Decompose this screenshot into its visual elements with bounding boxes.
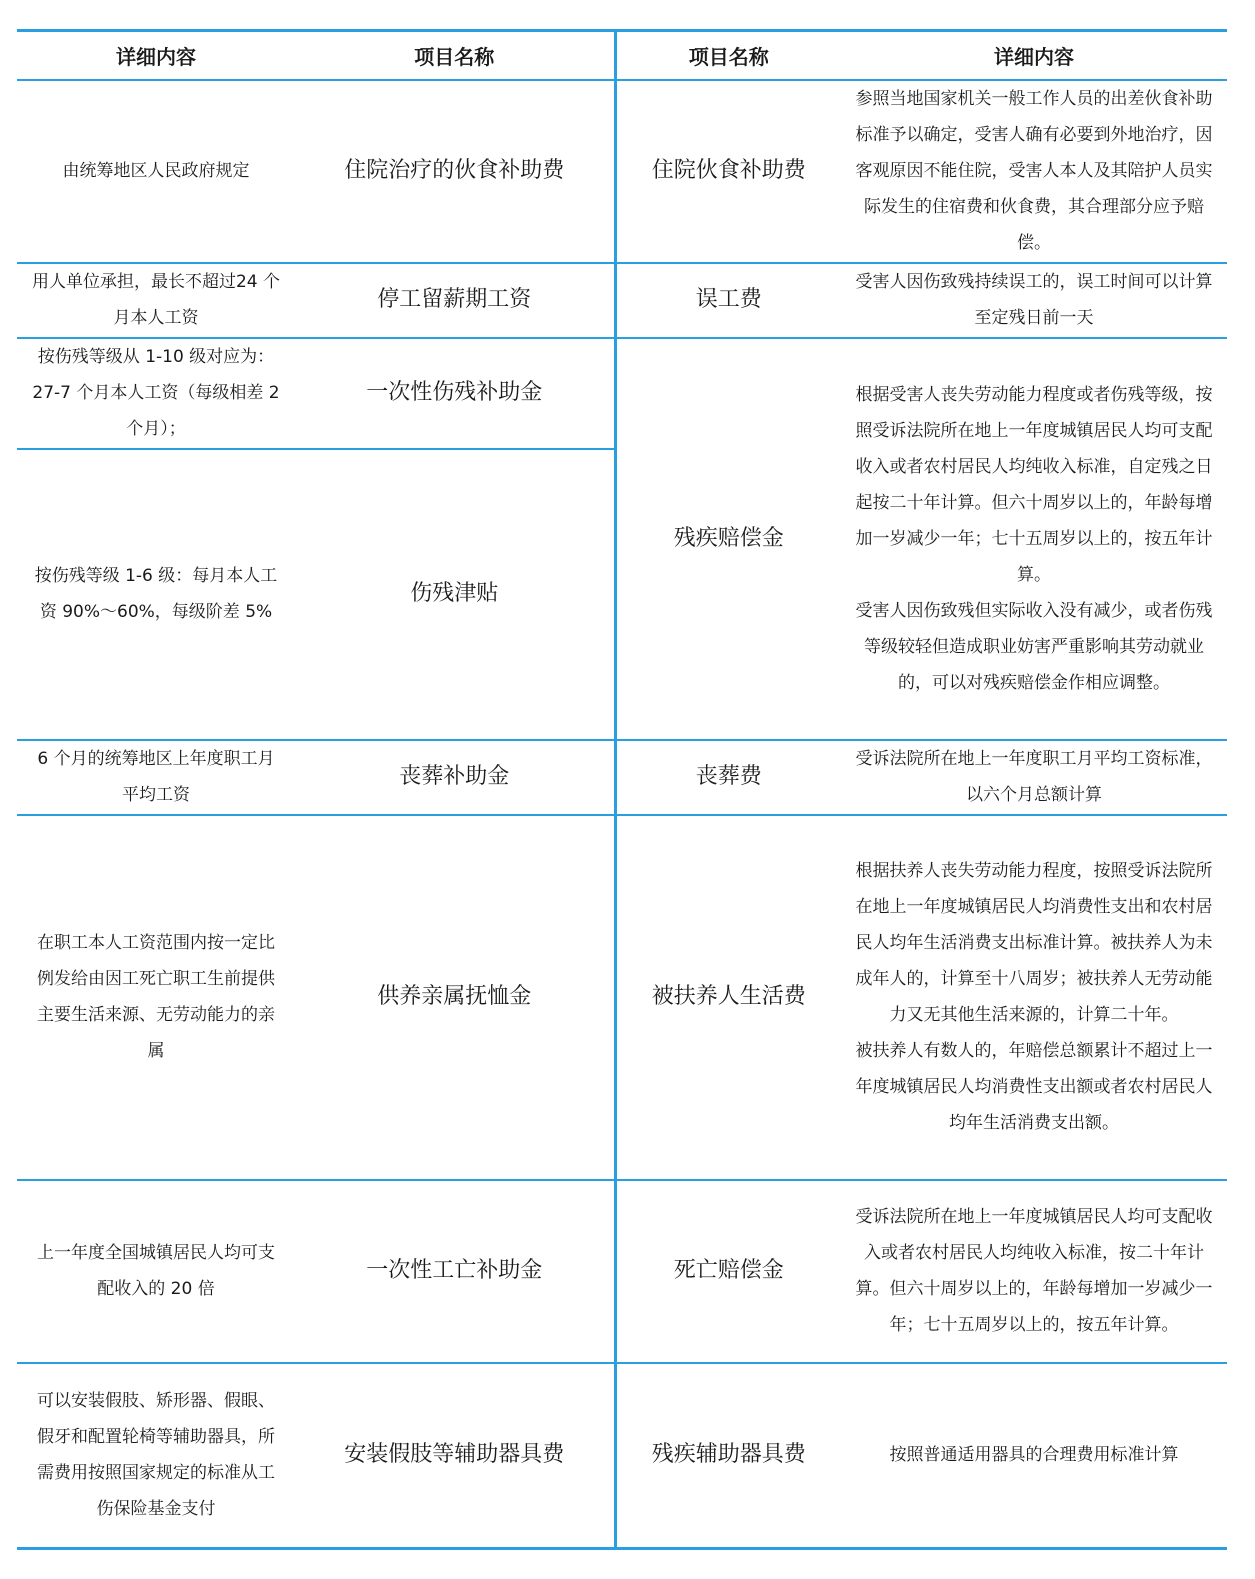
right-detail-cell: 参照当地国家机关一般工作人员的出差伙食补助标准予以确定，受害人确有必要到外地治疗，因客观原因不能住院，受害人本人及其陪护人员实际发生的住宿费和伙食费，其合理部分应予赔偿。 [841, 80, 1227, 263]
right-detail-paragraph: 根据扶养人丧失劳动能力程度，按照受诉法院所在地上一年度城镇居民人均消费性支出和农村居民人均年生活消费支出标准计算。被扶养人为未成年人的，计算至十八周岁；被扶养人无劳动能力又无其他生活来源的，计算二十年。 [855, 861, 1213, 1025]
compensation-comparison-table [17, 29, 1227, 1550]
left-name-cell: 伤残津贴 [295, 449, 615, 740]
table-row [17, 1180, 1227, 1363]
left-name-cell: 供养亲属抚恤金 [295, 815, 615, 1180]
right-name-cell: 残疾赔偿金 [615, 338, 841, 740]
right-detail-cell: 受害人因伤致残持续误工的，误工时间可以计算至定残日前一天 [841, 263, 1227, 338]
left-name-cell: 一次性伤残补助金 [295, 338, 615, 449]
table-row [17, 80, 1227, 263]
left-detail-cell: 上一年度全国城镇居民人均可支配收入的 20 倍 [17, 1180, 295, 1363]
left-name-cell: 停工留薪期工资 [295, 263, 615, 338]
left-detail-cell: 用人单位承担，最长不超过24 个月本人工资 [17, 263, 295, 338]
left-detail-cell: 在职工本人工资范围内按一定比例发给由因工死亡职工生前提供主要生活来源、无劳动能力的亲属 [17, 815, 295, 1180]
header-right-name: 项目名称 [615, 31, 841, 80]
right-name-cell: 误工费 [615, 263, 841, 338]
table-row [17, 263, 1227, 338]
right-detail-cell: 受诉法院所在地上一年度城镇居民人均可支配收入或者农村居民人均纯收入标准，按二十年计算。但六十周岁以上的，年龄每增加一岁减少一年；七十五周岁以上的，按五年计算。 [841, 1180, 1227, 1363]
right-name-cell: 住院伙食补助费 [615, 80, 841, 263]
right-detail-paragraph: 被扶养人有数人的，年赔偿总额累计不超过上一年度城镇居民人均消费性支出额或者农村居民人均年生活消费支出额。 [855, 1041, 1213, 1133]
right-name-cell: 丧葬费 [615, 740, 841, 815]
header-row [17, 31, 1227, 80]
right-detail-cell: 按照普通适用器具的合理费用标准计算 [841, 1363, 1227, 1549]
right-name-cell: 被扶养人生活费 [615, 815, 841, 1180]
right-detail-cell: 受诉法院所在地上一年度职工月平均工资标准，以六个月总额计算 [841, 740, 1227, 815]
left-detail-cell: 按伤残等级 1-6 级：每月本人工资 90%～60%，每级阶差 5% [17, 449, 295, 740]
left-name-cell: 安装假肢等辅助器具费 [295, 1363, 615, 1549]
left-name-cell: 住院治疗的伙食补助费 [295, 80, 615, 263]
left-detail-cell: 可以安装假肢、矫形器、假眼、假牙和配置轮椅等辅助器具，所需费用按照国家规定的标准从工伤保险基金支付 [17, 1363, 295, 1549]
left-detail-cell: 按伤残等级从 1-10 级对应为：27-7 个月本人工资（每级相差 2 个月）； [17, 338, 295, 449]
compensation-comparison-table-wrapper [17, 29, 1227, 1550]
table-row [17, 815, 1227, 1180]
table-row [17, 338, 1227, 449]
right-detail-cell [841, 338, 1227, 740]
left-detail-cell: 6 个月的统筹地区上年度职工月平均工资 [17, 740, 295, 815]
right-detail-paragraph: 受害人因伤致残但实际收入没有减少，或者伤残等级较轻但造成职业妨害严重影响其劳动就业的，可以对残疾赔偿金作相应调整。 [855, 600, 1213, 693]
left-name-cell: 一次性工亡补助金 [295, 1180, 615, 1363]
left-detail-cell: 由统筹地区人民政府规定 [17, 80, 295, 263]
table-row [17, 740, 1227, 815]
right-name-cell: 残疾辅助器具费 [615, 1363, 841, 1549]
table-row [17, 1363, 1227, 1549]
header-left-detail: 详细内容 [17, 31, 295, 80]
header-right-detail: 详细内容 [841, 31, 1227, 80]
right-detail-paragraph: 根据受害人丧失劳动能力程度或者伤残等级，按照受诉法院所在地上一年度城镇居民人均可支配收入或者农村居民人均纯收入标准，自定残之日起按二十年计算。但六十周岁以上的，年龄每增加一岁减少一年；七十五周岁以上的，按五年计算。 [855, 384, 1213, 585]
left-name-cell: 丧葬补助金 [295, 740, 615, 815]
header-left-name: 项目名称 [295, 31, 615, 80]
right-detail-cell [841, 815, 1227, 1180]
right-name-cell: 死亡赔偿金 [615, 1180, 841, 1363]
